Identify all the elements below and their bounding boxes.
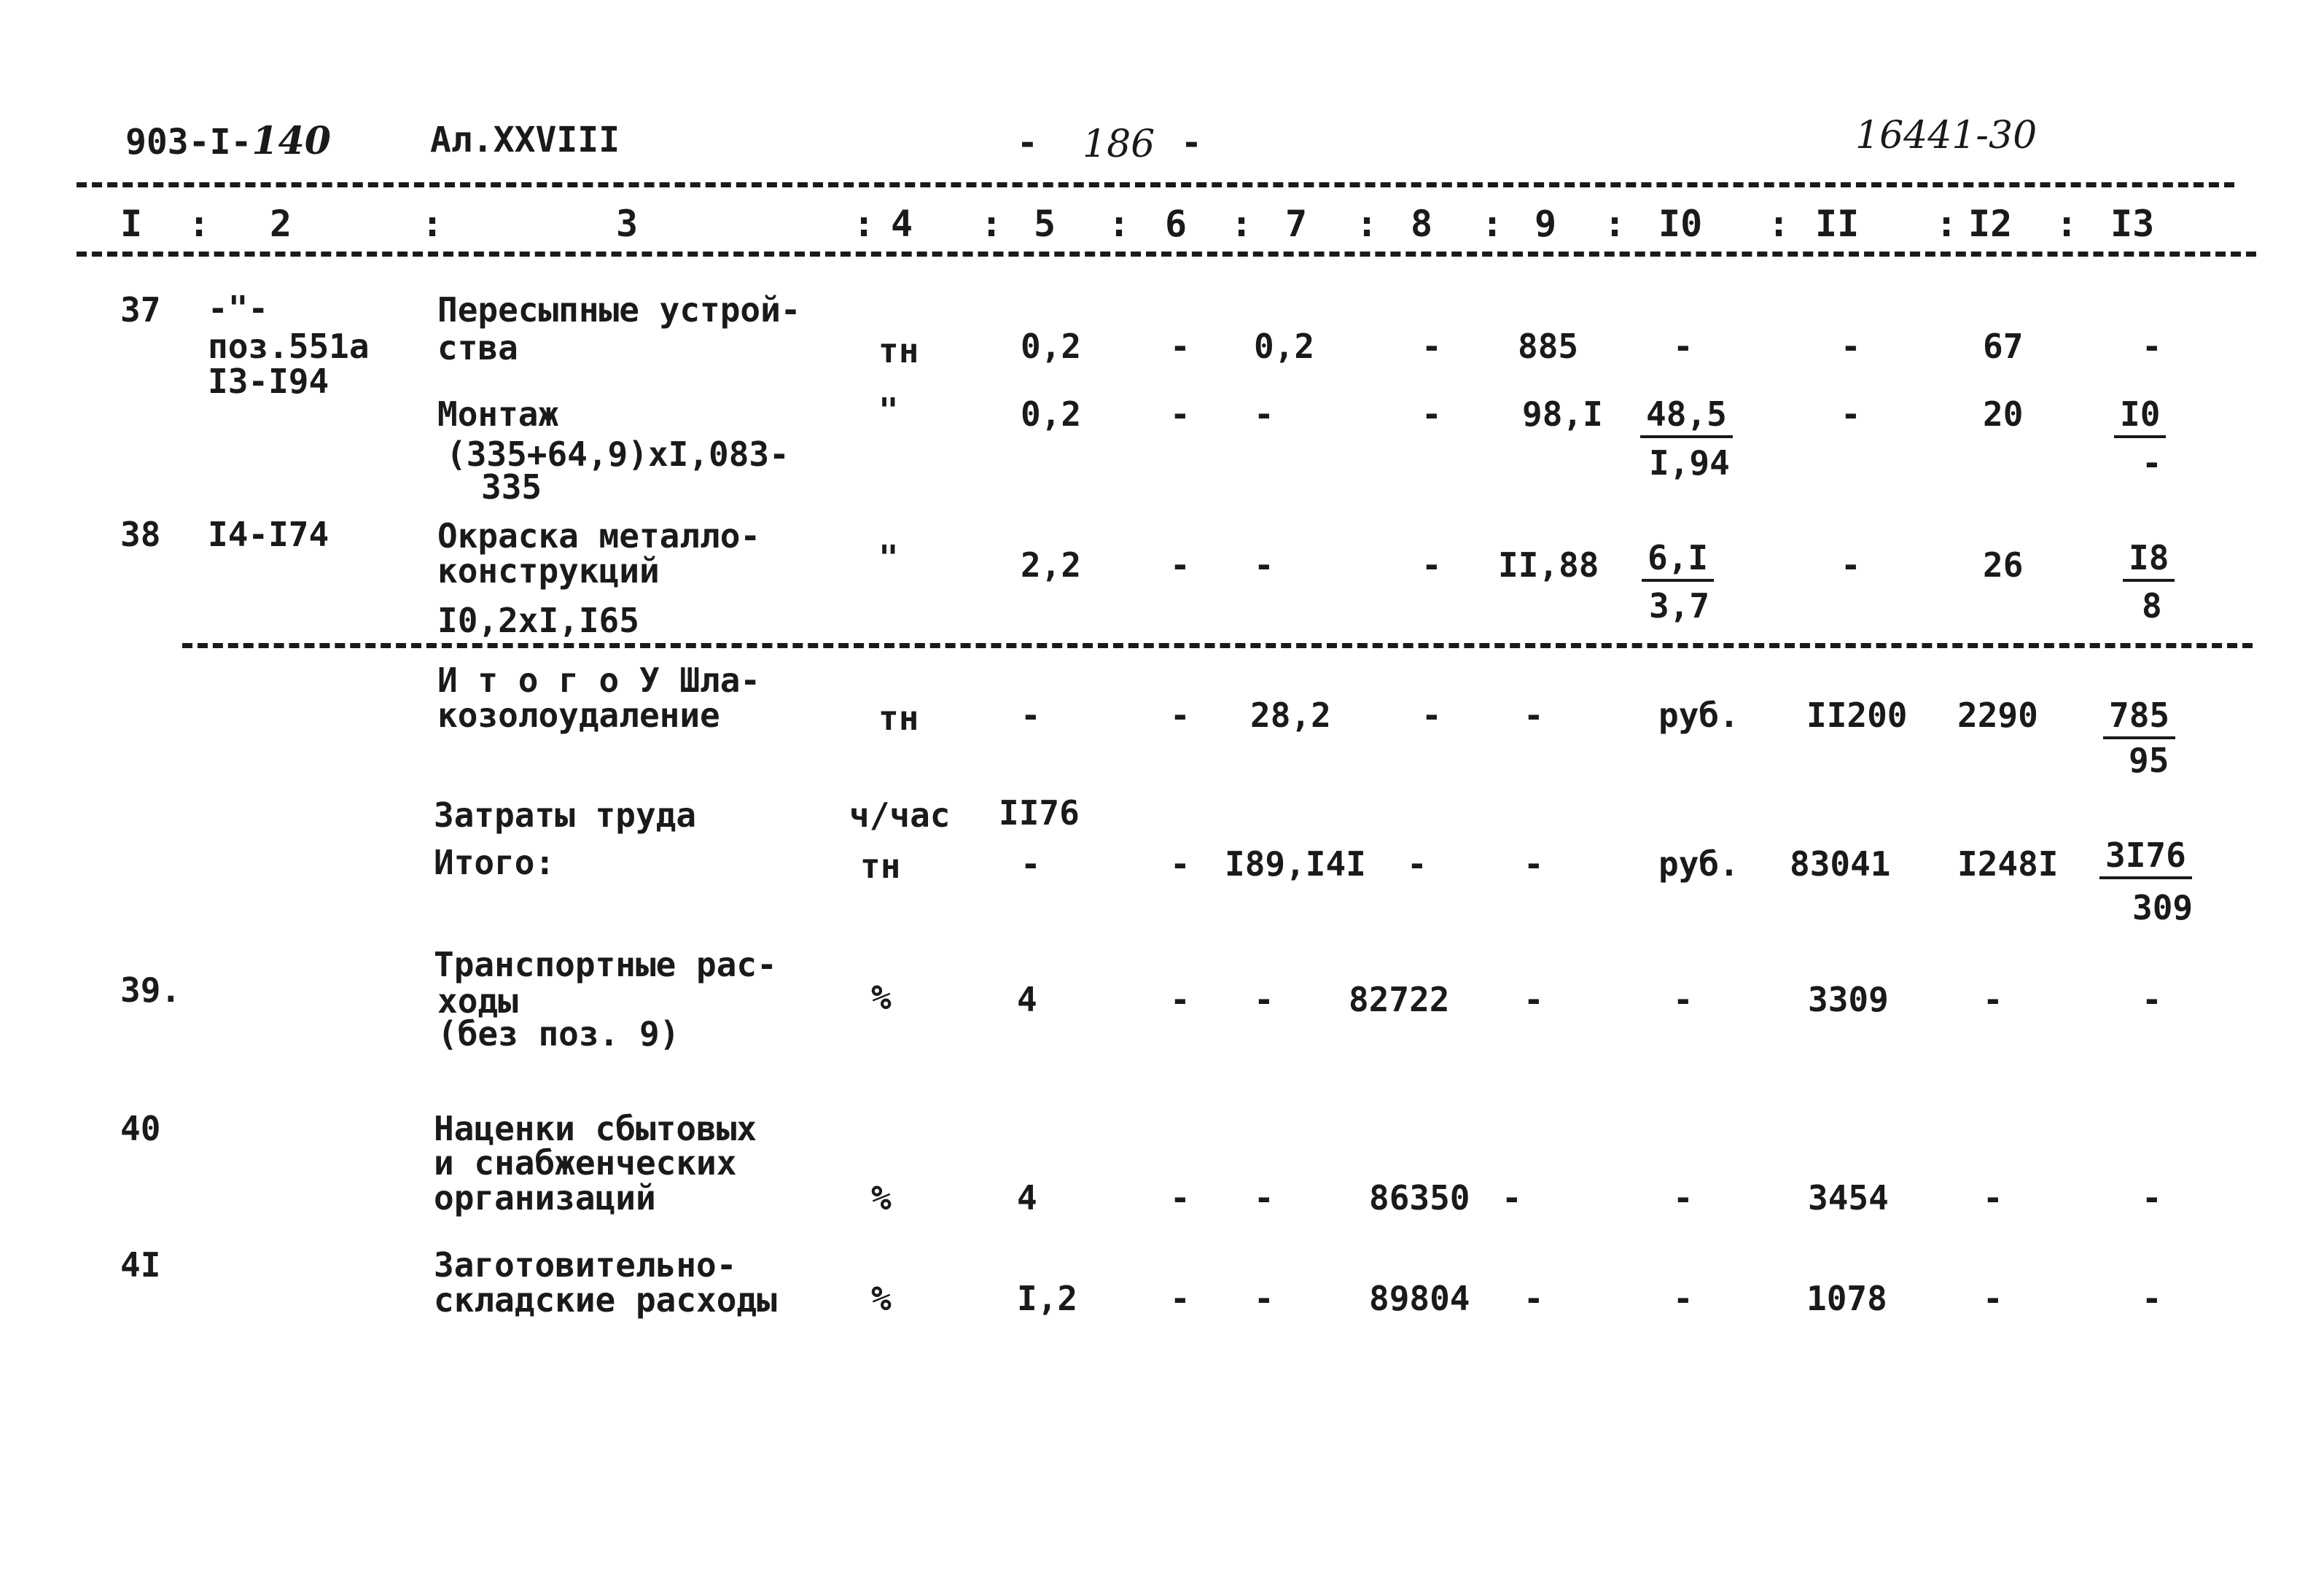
album-label: Ал.XXVIII [430,120,620,160]
row-col13-numerator: 785 [2103,698,2175,739]
row-col8: - [1422,696,1442,735]
col-header-8: 8 [1411,203,1433,245]
row-col13: - [2142,1178,2162,1218]
row-name-line2: ства [437,328,518,367]
col-sep: : [1231,203,1253,245]
row-number: 38 [120,515,161,554]
row-ref-line3: I3-I94 [208,362,330,401]
page-number: 186 [1083,122,1155,166]
row-col6: - [1170,844,1190,884]
row-col8: 89804 [1369,1279,1470,1318]
row-name-line1: Монтаж [437,394,559,434]
row-col6: - [1170,980,1190,1019]
row-name: Затраты труда [434,795,697,835]
row-col10: руб. [1658,696,1739,735]
row-unit: тн [878,331,919,370]
row-unit: ч/час [849,795,951,835]
col-header-12: I2 [1968,203,2013,245]
row-col5: - [1021,844,1041,884]
row-col6: - [1170,327,1190,366]
document-code [125,119,331,163]
page-dash-right: - [1181,122,1202,163]
row-col8: - [1422,394,1442,434]
row-col9: II,88 [1498,545,1599,585]
sheet-number: 16441-30 [1855,114,2038,157]
row-col5: 4 [1017,980,1037,1019]
row-col11: 3309 [1808,980,1889,1019]
row-col11: 3454 [1808,1178,1889,1218]
row-unit: " [878,538,899,577]
row-col13-denominator: - [2142,443,2162,483]
row-col7: 28,2 [1250,696,1331,735]
row-number: 40 [120,1109,161,1148]
row-col5: 4 [1017,1178,1037,1218]
row-name: Итого: [434,843,555,882]
row-col12: 20 [1983,394,2024,434]
col-sep: : [421,203,444,245]
row-name-line1: Пересыпные устрой- [437,290,801,330]
row-unit: " [878,391,899,430]
col-header-10: I0 [1658,203,1703,245]
row-col8: - [1422,545,1442,585]
row-col9: - [1524,980,1544,1019]
row-col10: - [1673,327,1693,366]
row-col12: 2290 [1957,696,2038,735]
row-col7: - [1254,980,1274,1019]
row-col11: 83041 [1790,844,1891,884]
row-number: 39. [120,970,182,1010]
row-col10: руб. [1658,844,1739,884]
row-name-line1: Транспортные рас- [434,945,777,984]
row-name-line3: организаций [434,1178,656,1218]
row-ref: I4-I74 [208,515,330,554]
col-sep: : [1604,203,1626,245]
row-col6: - [1170,394,1190,434]
row-col5: - [1021,696,1041,735]
row-col9: - [1524,844,1544,884]
row-unit: % [871,1178,892,1218]
row-col5: I,2 [1017,1279,1078,1318]
row-col5: 0,2 [1021,394,1082,434]
header-rule-top [77,182,2234,187]
col-sep: : [1935,203,1958,245]
row-col10: - [1673,1279,1693,1318]
row-col7: I89,I4I [1225,844,1366,884]
row-col13-numerator: I0 [2114,397,2166,438]
row-col8: 82722 [1349,980,1450,1019]
row-name-line2: складские расходы [434,1280,777,1320]
col-sep: : [1356,203,1379,245]
row-unit: % [871,1279,892,1318]
row-name-line1: Наценки сбытовых [434,1109,757,1148]
row-name-line3: (без поз. 9) [437,1014,680,1054]
col-header-6: 6 [1165,203,1188,245]
row-ref-line1: -"- [208,289,269,328]
row-name-line2: козолоудаление [437,696,720,735]
row-col11: - [1841,394,1861,434]
row-col11: II200 [1806,696,1908,735]
row-col5: 2,2 [1021,545,1082,585]
row-col10-numerator: 6,I [1642,541,1714,582]
row-number: 4I [120,1245,161,1285]
row-col9: - [1524,696,1544,735]
document-code-printed: 903-I- [125,122,252,163]
row-col13: - [2142,1279,2162,1318]
page-dash-left: - [1017,122,1038,163]
row-col13-denominator: 8 [2142,586,2162,626]
row-col9: - [1502,1178,1522,1218]
row-col5: II76 [999,793,1080,833]
row-col10-denominator: I,94 [1649,443,1730,483]
row-name-line2: и снабженческих [434,1143,737,1183]
row-col13: - [2142,327,2162,366]
row-col6: - [1170,696,1190,735]
row-col12: - [1983,1279,2003,1318]
col-sep: : [1481,203,1504,245]
row-name-line2: ходы [437,981,518,1021]
row-col13-numerator: I8 [2123,541,2175,582]
row-col7: 0,2 [1254,327,1315,366]
col-sep: : [853,203,876,245]
row-col12: I248I [1957,844,2059,884]
row-col13: - [2142,980,2162,1019]
row-col8: 86350 [1369,1178,1470,1218]
col-header-3: 3 [616,203,639,245]
row-col12: 67 [1983,327,2024,366]
row-name-line1: И т о г о У Шла- [437,661,761,700]
row-unit: тн [860,846,901,886]
col-sep: : [2056,203,2078,245]
row-col12: - [1983,980,2003,1019]
row-col10-denominator: 3,7 [1649,586,1710,626]
row-col13-denominator: 95 [2129,741,2169,780]
row-col7: - [1254,545,1274,585]
row-col12: - [1983,1178,2003,1218]
row-col13-denominator: 309 [2132,888,2194,927]
row-col10: - [1673,1178,1693,1218]
col-header-9: 9 [1535,203,1557,245]
row-col7: - [1254,394,1274,434]
row-unit: тн [878,698,919,738]
col-header-2: 2 [270,203,292,245]
row-col11: 1078 [1806,1279,1887,1318]
row-col9: 885 [1518,327,1579,366]
row-col13-numerator: 3I76 [2099,838,2192,879]
row-col10: - [1673,980,1693,1019]
row-unit: % [871,978,892,1017]
col-header-4: 4 [891,203,913,245]
col-sep: : [1108,203,1131,245]
row-col12: 26 [1983,545,2024,585]
col-header-11: II [1815,203,1860,245]
row-name-line1: Окраска металло- [437,516,761,556]
row-number: 37 [120,290,161,330]
subtotal-rule [182,643,2253,648]
col-sep: : [980,203,1003,245]
header-rule-bottom [77,252,2256,257]
col-header-13: I3 [2110,203,2155,245]
row-col11: - [1841,545,1861,585]
row-col7: - [1254,1279,1274,1318]
col-sep: : [1768,203,1790,245]
row-col10-numerator: 48,5 [1640,397,1733,438]
row-col8: - [1422,327,1442,366]
row-name-line3: 335 [481,467,542,507]
row-ref-line2: поз.551а [208,327,370,366]
row-col6: - [1170,1279,1190,1318]
row-col11: - [1841,327,1861,366]
row-name-line1: Заготовительно- [434,1245,737,1285]
row-name-line2: конструкций [437,551,660,591]
row-col6: - [1170,545,1190,585]
row-col5: 0,2 [1021,327,1082,366]
row-col7: - [1254,1178,1274,1218]
row-col9: 98,I [1522,394,1603,434]
col-header-5: 5 [1034,203,1056,245]
row-name-line2: (335+64,9)xI,083- [446,435,789,474]
document-code-handwritten: 140 [251,119,331,163]
col-sep: : [188,203,211,245]
col-header-1: I [120,203,143,245]
row-col9: - [1524,1279,1544,1318]
row-col8: - [1407,844,1427,884]
row-name-line3: I0,2xI,I65 [437,601,639,640]
row-col6: - [1170,1178,1190,1218]
col-header-7: 7 [1285,203,1308,245]
